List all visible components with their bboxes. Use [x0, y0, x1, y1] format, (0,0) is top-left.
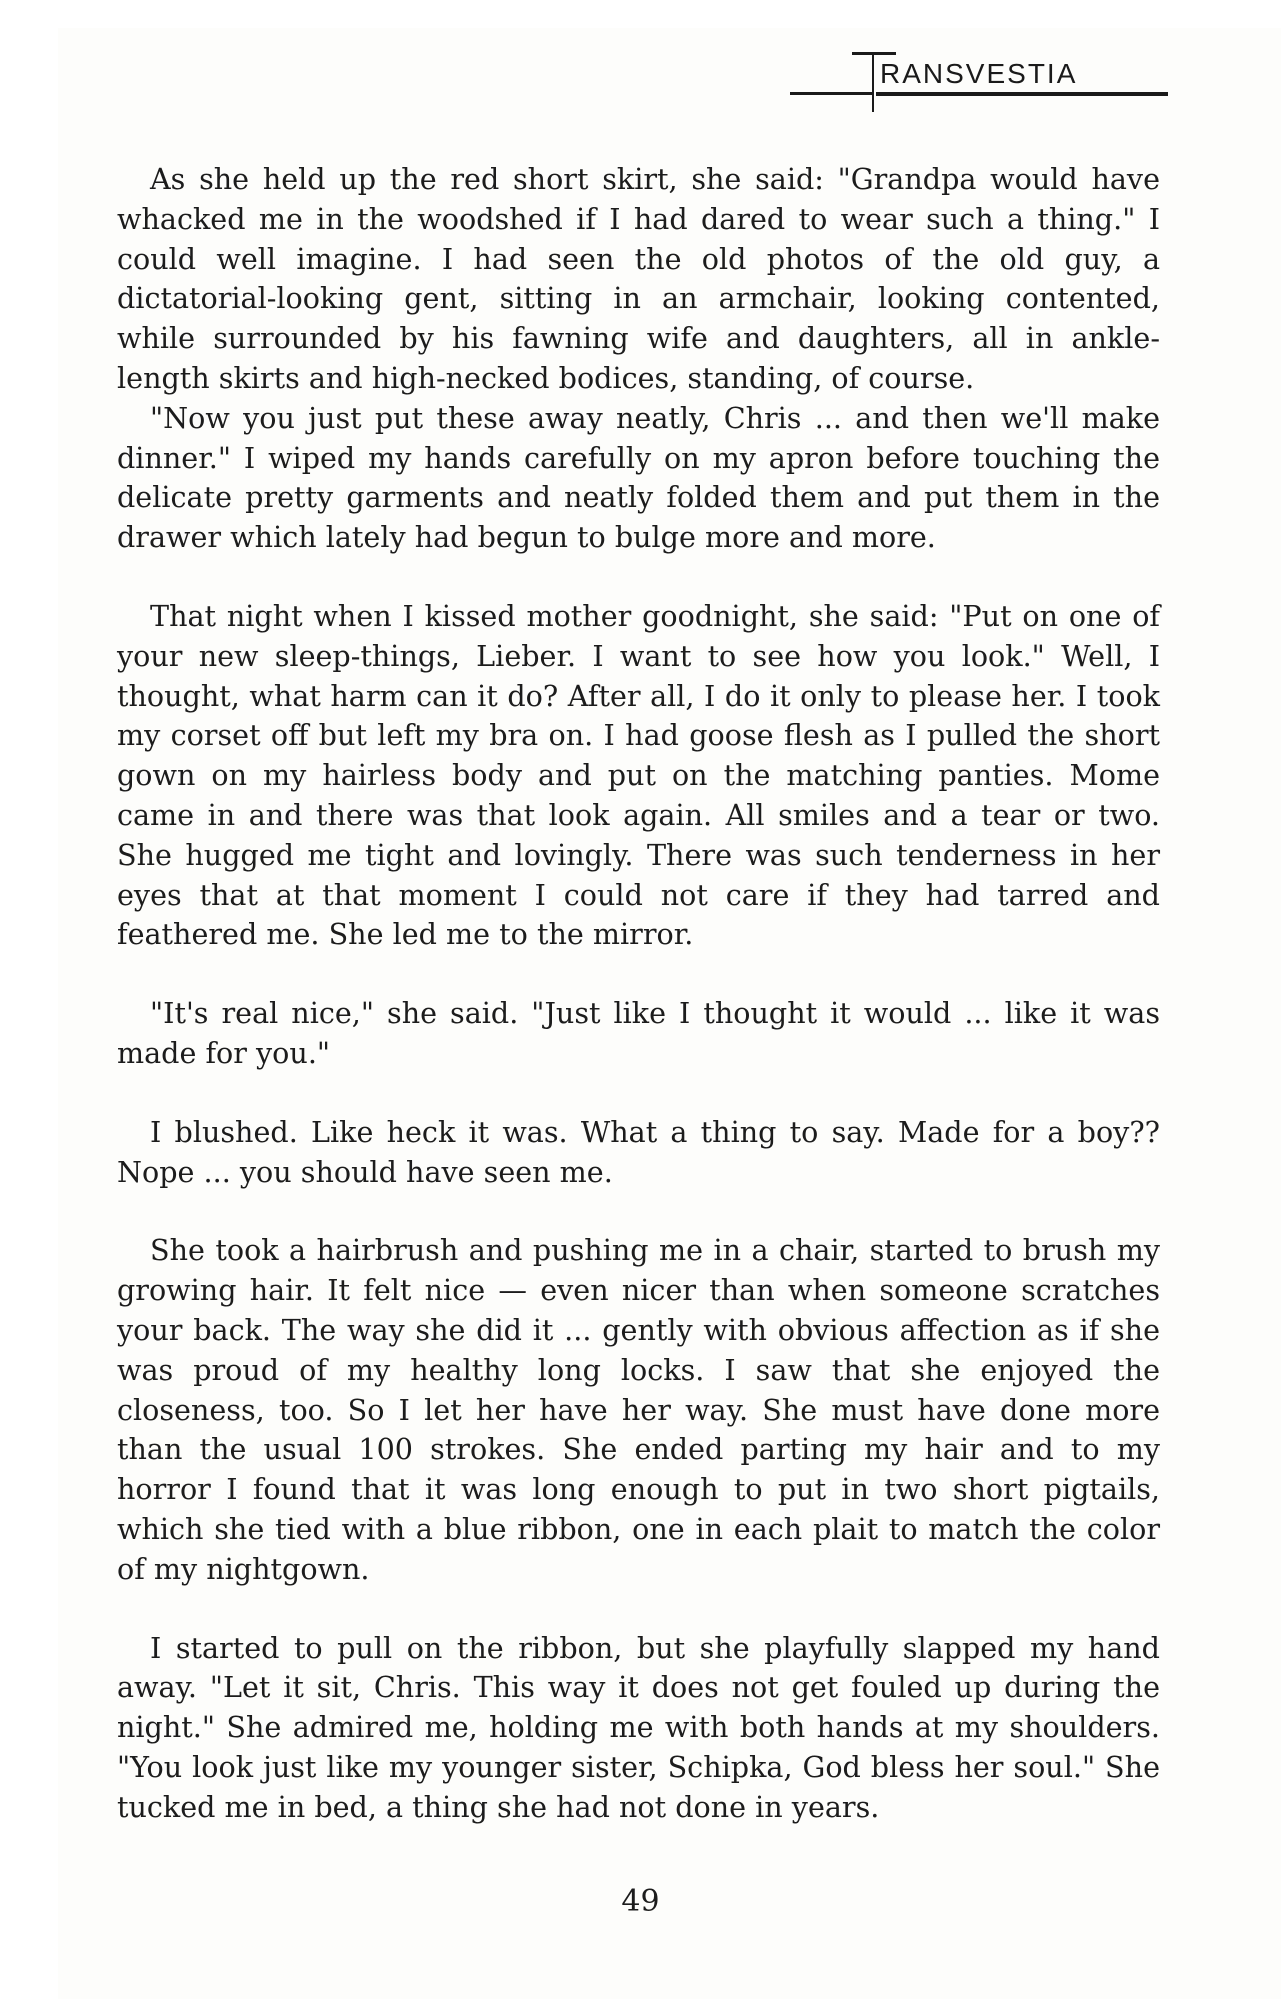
paragraph-7: I started to pull on the ribbon, but she playfully slapped my hand away. "Let it sit, Chris. This way it does not get fouled up during the night." She admired me, holding me with both hands at my shoulders. "You look just like my younger sister, Schipka, God bless her soul." She tucked me in bed, a thing she had not done in years. — [117, 1630, 1160, 1824]
paragraph-2: "Now you just put these away neatly, Chris ... and then we'll make dinner." I wiped my hands carefully on my apron before touching the delicate pretty garments and neatly folded them and put them in the drawer which lately had begun to bulge more and more. — [117, 400, 1160, 555]
paragraph-5: I blushed. Like heck it was. What a thing to say. Made for a boy?? Nope ... you should have seen me. — [117, 1114, 1160, 1189]
paragraph-6: She took a hairbrush and pushing me in a chair, started to brush my growing hair. It felt nice — even nicer than when someone scratches your back. The way she did it ... gently with obvious affection as if she was proud of my healthy long locks. I saw that she enjoyed the closeness, too. So I let her have her way. She must have done more than the usual 100 strokes. She ended parting my hair and to my horror I found that it was long enough to put in two short pigtails, which she tied with a blue ribbon, one in each plait to match the color of my nightgown. — [117, 1233, 1160, 1586]
header-t-stem — [872, 52, 874, 112]
body-text — [117, 160, 1160, 1827]
header-rule-left — [790, 92, 872, 95]
header-t-crossbar — [852, 52, 896, 55]
paragraph-4: "It's real nice," she said. "Just like I thought it would ... like it was made for you." — [117, 996, 1160, 1070]
paragraph-3: That night when I kissed mother goodnight, she said: "Put on one of your new sleep-things, Lieber. I want to see how you look." Well, I thought, what harm can it do? After all, I do it only to please her. I took my corset off but left my bra on. I had goose flesh as I pulled the short gown on my hairless body and put on the matching panties. Mome came in and there was that look again. All smiles and a tear or two. She hugged me tight and lovingly. There was such tenderness in her eyes that at that moment I could not care if they had tarred and feathered me. She led me to the mirror. — [117, 598, 1160, 952]
paragraph-1: As she held up the red short skirt, she said: "Grandpa would have whacked me in the woodshed if I had dared to wear such a thing." I could well imagine. I had seen the old photos of the old guy, a dictatorial-looking gent, sitting in an armchair, looking contented, while surrounded by his fawning wife and daughters, all in ankle-length skirts and high-necked bodices, standing, of course. — [117, 162, 1160, 395]
header-title: RANSVESTIA — [880, 58, 1078, 89]
page-number: 49 — [621, 1884, 660, 1919]
running-header — [790, 52, 1168, 112]
header-rule-right — [876, 92, 1168, 96]
